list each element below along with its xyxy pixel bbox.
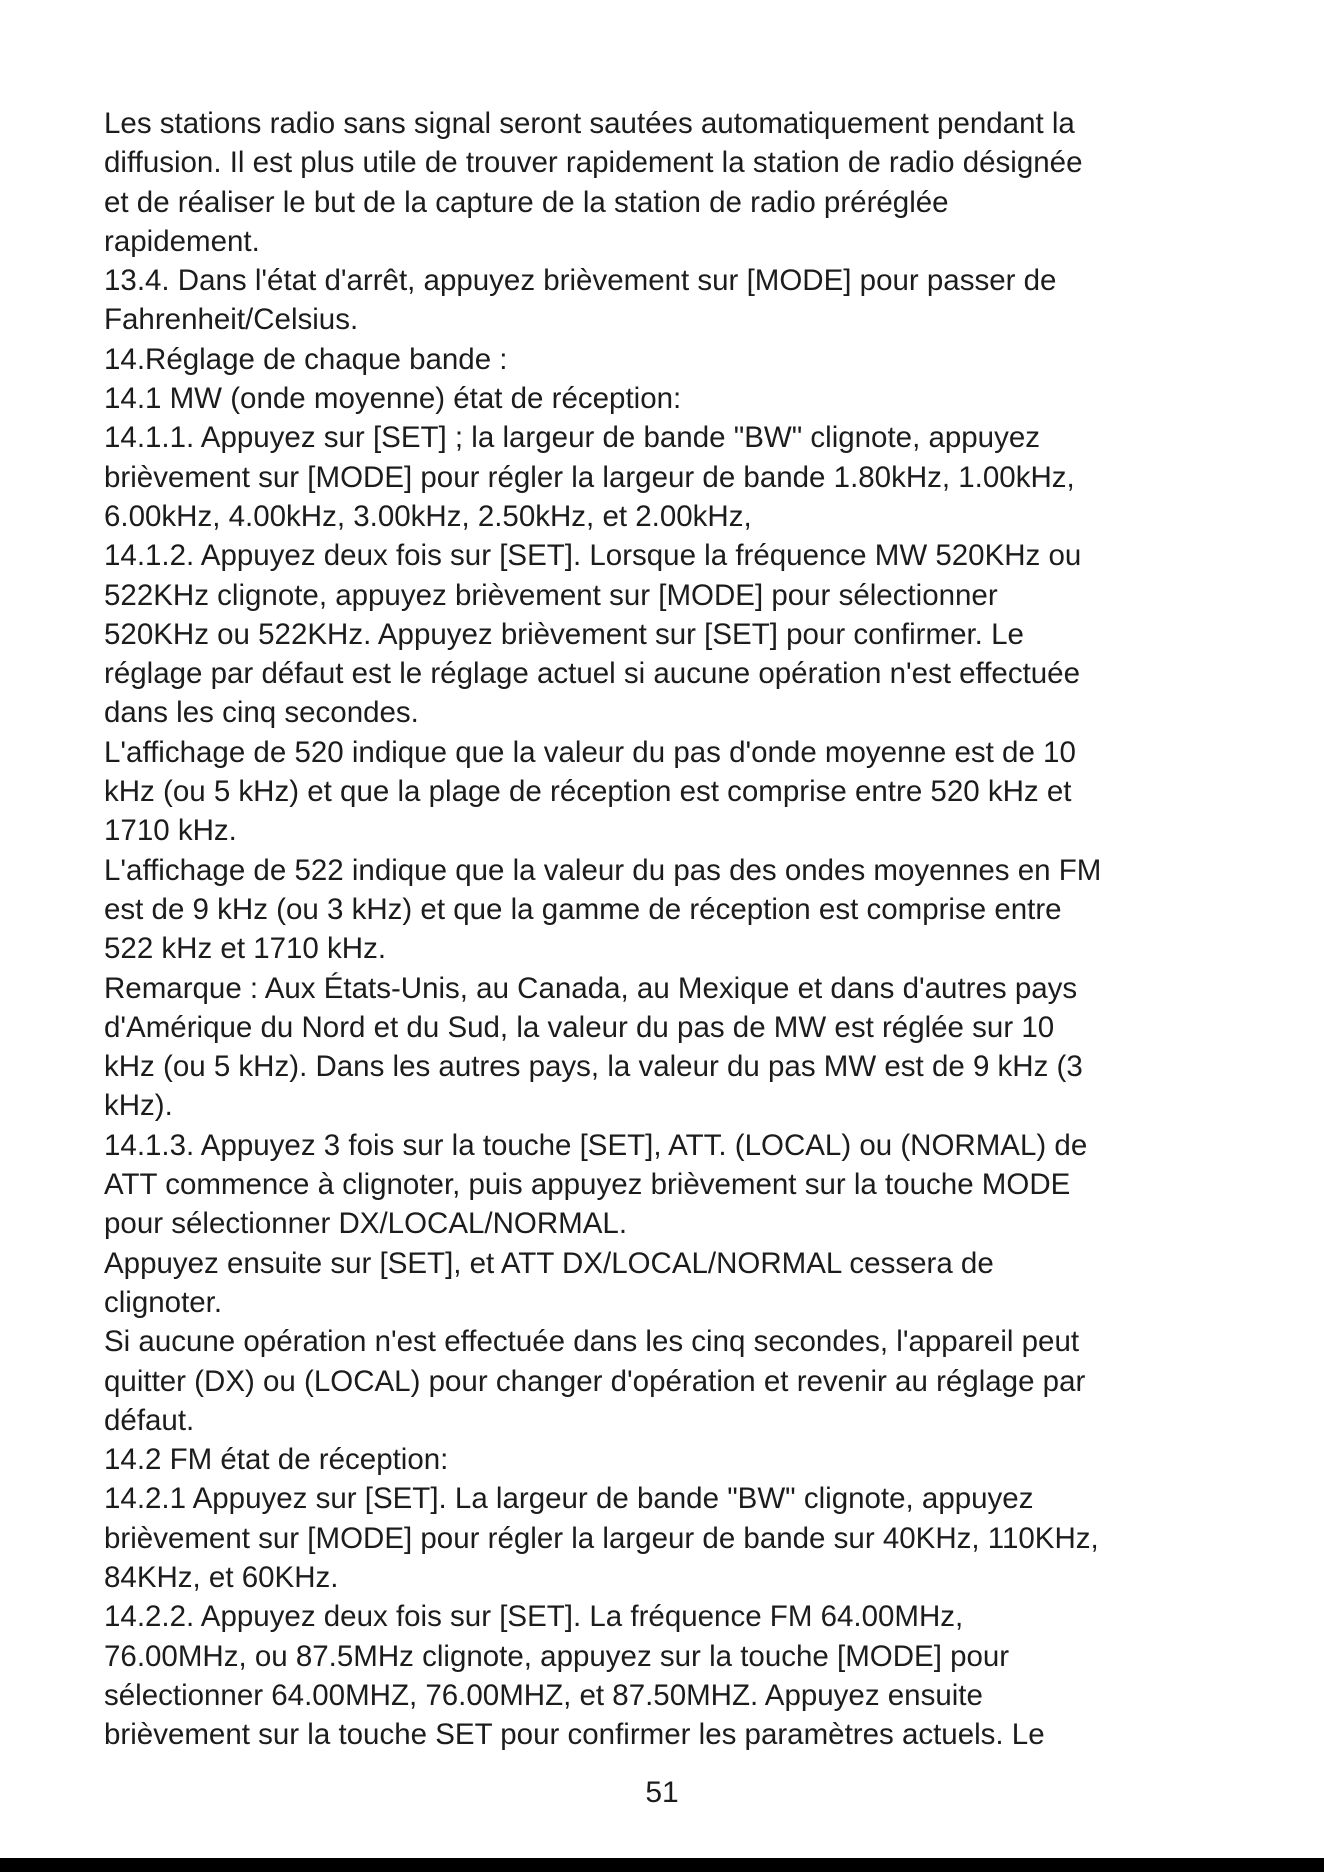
text-line: 76.00MHz, ou 87.5MHz clignote, appuyez sur la touche [MODE] pour (104, 1639, 1010, 1673)
text-line: kHz (ou 5 kHz) et que la plage de réception est comprise entre 520 kHz et (104, 775, 1072, 809)
text-line: quitter (DX) ou (LOCAL) pour changer d'opération et revenir au réglage par (104, 1364, 1086, 1398)
text-line: 522 kHz et 1710 kHz. (104, 932, 387, 966)
bottom-border (0, 1858, 1324, 1872)
text-line: 6.00kHz, 4.00kHz, 3.00kHz, 2.50kHz, et 2.00kHz, (104, 499, 752, 533)
text-line: kHz (ou 5 kHz). Dans les autres pays, la valeur du pas MW est de 9 kHz (3 (104, 1050, 1083, 1084)
text-line: rapidement. (104, 224, 260, 258)
text-line: 14.2.1 Appuyez sur [SET]. La largeur de bande "BW" clignote, appuyez (104, 1482, 1034, 1516)
text-line: clignoter. (104, 1285, 223, 1319)
text-line: dans les cinq secondes. (104, 696, 419, 730)
text-line: diffusion. Il est plus utile de trouver rapidement la station de radio désignée (104, 146, 1083, 180)
document-body (104, 104, 1234, 1754)
text-line: kHz). (104, 1089, 173, 1123)
text-line: 520KHz ou 522KHz. Appuyez brièvement sur [SET] pour confirmer. Le (104, 617, 1024, 651)
text-line: 1710 kHz. (104, 814, 237, 848)
text-line: Remarque : Aux États-Unis, au Canada, au Mexique et dans d'autres pays (104, 971, 1078, 1005)
text-line: 14.2.2. Appuyez deux fois sur [SET]. La fréquence FM 64.00MHz, (104, 1600, 964, 1634)
text-line: 14.1.3. Appuyez 3 fois sur la touche [SET], ATT. (LOCAL) ou (NORMAL) de (104, 1128, 1088, 1162)
text-line: 14.2 FM état de réception: (104, 1443, 449, 1477)
page-number: 51 (645, 1776, 679, 1809)
text-line: défaut. (104, 1403, 195, 1437)
text-line: 14.Réglage de chaque bande : (104, 342, 508, 376)
text-line: pour sélectionner DX/LOCAL/NORMAL. (104, 1207, 628, 1241)
text-line: Appuyez ensuite sur [SET], et ATT DX/LOCAL/NORMAL cessera de (104, 1246, 994, 1280)
text-line: brièvement sur [MODE] pour régler la largeur de bande 1.80kHz, 1.00kHz, (104, 460, 1075, 494)
text-line: d'Amérique du Nord et du Sud, la valeur du pas de MW est réglée sur 10 (104, 1010, 1055, 1044)
text-line: 14.1.2. Appuyez deux fois sur [SET]. Lorsque la fréquence MW 520KHz ou (104, 539, 1082, 573)
text-line: ATT commence à clignoter, puis appuyez brièvement sur la touche MODE (104, 1168, 1071, 1202)
text-line: est de 9 kHz (ou 3 kHz) et que la gamme de réception est comprise entre (104, 892, 1062, 926)
text-line: Fahrenheit/Celsius. (104, 303, 359, 337)
text-line: brièvement sur la touche SET pour confirmer les paramètres actuels. Le (104, 1718, 1045, 1752)
text-line: L'affichage de 522 indique que la valeur du pas des ondes moyennes en FM (104, 853, 1102, 887)
text-line: 522KHz clignote, appuyez brièvement sur [MODE] pour sélectionner (104, 578, 998, 612)
text-line: 84KHz, et 60KHz. (104, 1560, 339, 1594)
text-line: 13.4. Dans l'état d'arrêt, appuyez brièvement sur [MODE] pour passer de (104, 264, 1057, 298)
text-line: et de réaliser le but de la capture de la station de radio préréglée (104, 185, 949, 219)
text-line: L'affichage de 520 indique que la valeur du pas d'onde moyenne est de 10 (104, 735, 1076, 769)
text-line: Les stations radio sans signal seront sautées automatiquement pendant la (104, 107, 1075, 140)
text-line: sélectionner 64.00MHZ, 76.00MHZ, et 87.50MHZ. Appuyez ensuite (104, 1678, 983, 1712)
text-line: réglage par défaut est le réglage actuel si aucune opération n'est effectuée (104, 657, 1080, 691)
text-line: Si aucune opération n'est effectuée dans les cinq secondes, l'appareil peut (104, 1325, 1080, 1359)
text-line: brièvement sur [MODE] pour régler la largeur de bande sur 40KHz, 110KHz, (104, 1521, 1099, 1555)
text-line: 14.1 MW (onde moyenne) état de réception: (104, 382, 682, 416)
text-line: 14.1.1. Appuyez sur [SET] ; la largeur de bande "BW" clignote, appuyez (104, 421, 1040, 455)
